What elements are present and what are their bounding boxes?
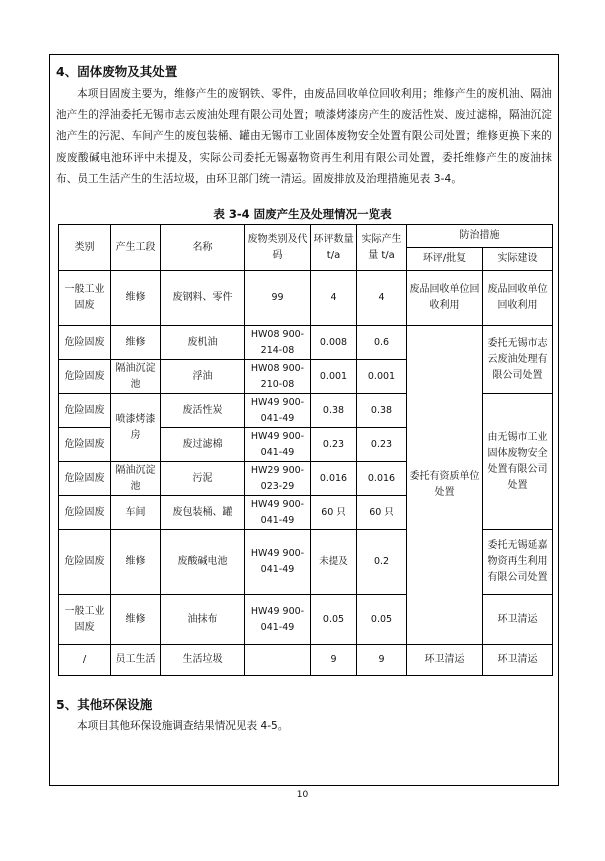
cell-actual-measure-zhiyun: 委托无锡市志云废油处理有限公司处置 [483, 326, 553, 394]
cell-actual-measure-industrial: 由无锡市工业固体废物安全处置有限公司处置 [483, 394, 553, 530]
header-actual-qty: 实际产生量 t/a [357, 225, 407, 271]
cell-eia-measure-hazardous: 委托有资质单位处置 [407, 326, 483, 645]
cell-code: HW08 900-210-08 [245, 360, 311, 394]
cell-category: 危险固废 [59, 326, 111, 360]
cell-name: 废活性炭 [161, 394, 245, 428]
cell-eia-qty: 0.016 [311, 462, 357, 496]
cell-actual-qty: 0.23 [357, 428, 407, 462]
cell-eia-qty: 0.23 [311, 428, 357, 462]
cell-actual-qty: 0.2 [357, 530, 407, 595]
cell-code: HW49 900-041-49 [245, 496, 311, 530]
cell-code: HW08 900-214-08 [245, 326, 311, 360]
cell-eia-qty: 0.38 [311, 394, 357, 428]
cell-stage: 隔油沉淀池 [111, 462, 161, 496]
table-row [59, 271, 553, 326]
cell-name: 生活垃圾 [161, 645, 245, 676]
cell-name: 废钢料、零件 [161, 271, 245, 326]
cell-actual-qty: 0.016 [357, 462, 407, 496]
cell-actual-measure: 环卫清运 [483, 645, 553, 676]
header-eia-approval: 环评/批复 [407, 248, 483, 271]
table-header-row-1 [59, 225, 553, 248]
cell-eia-measure: 环卫清运 [407, 645, 483, 676]
cell-actual-measure-jiawu: 委托无锡延嘉物资再生利用有限公司处置 [483, 530, 553, 595]
cell-stage: 喷漆烤漆房 [111, 394, 161, 462]
cell-name: 浮油 [161, 360, 245, 394]
cell-stage: 隔油沉淀池 [111, 360, 161, 394]
header-measures: 防治措施 [407, 225, 553, 248]
cell-actual-qty: 0.001 [357, 360, 407, 394]
header-stage: 产生工段 [111, 225, 161, 271]
cell-name: 废过滤棉 [161, 428, 245, 462]
cell-actual-qty: 4 [357, 271, 407, 326]
cell-eia-qty: 9 [311, 645, 357, 676]
cell-eia-qty: 0.001 [311, 360, 357, 394]
header-eia-qty: 环评数量 t/a [311, 225, 357, 271]
header-code: 废物类别及代码 [245, 225, 311, 271]
table-row [59, 645, 553, 676]
cell-stage: 维修 [111, 595, 161, 645]
section-4-paragraph: 本项目固废主要为，维修产生的废钢铁、零件，由废品回收单位回收利用；维修产生的废机油、隔油池产生的浮油委托无锡市志云废油处理有限公司处置；喷漆烤漆房产生的废活性炭、废过滤棉，隔油沉淀池产生的污泥、车间产生的废包装桶、罐由无锡市工业固体废物安全处置有限公司处置；维修更换下来的废废酸碱电池环评中未提及，实际公司委托无锡嘉物资再生利用有限公司处置，委托维修产生的废油抹布、员工生活产生的生活垃圾，由环卫部门统一清运。固废排放及治理措施见表 3-4。 [56, 88, 552, 185]
cell-code: HW49 900-041-49 [245, 595, 311, 645]
cell-actual-qty: 0.38 [357, 394, 407, 428]
cell-name: 废酸碱电池 [161, 530, 245, 595]
cell-name: 油抹布 [161, 595, 245, 645]
cell-category: / [59, 645, 111, 676]
cell-eia-measure: 废品回收单位回收利用 [407, 271, 483, 326]
cell-eia-qty: 60 只 [311, 496, 357, 530]
cell-code: HW29 900-023-29 [245, 462, 311, 496]
table-caption: 表 3-4 固废产生及处理情况一览表 [213, 207, 392, 221]
header-category: 类别 [59, 225, 111, 271]
cell-category: 一般工业固废 [59, 595, 111, 645]
header-name: 名称 [161, 225, 245, 271]
header-actual-build: 实际建设 [483, 248, 553, 271]
cell-actual-qty: 0.6 [357, 326, 407, 360]
cell-eia-qty: 0.008 [311, 326, 357, 360]
page-number: 10 [296, 790, 309, 800]
section-5-paragraph: 本项目其他环保设施调查结果情况见表 4-5。 [77, 720, 289, 732]
section-5-heading: 5、其他环保设施 [56, 697, 153, 712]
cell-code [245, 645, 311, 676]
table-row [59, 326, 553, 360]
cell-category: 危险固废 [59, 428, 111, 462]
cell-actual-measure: 废品回收单位回收利用 [483, 271, 553, 326]
cell-stage: 维修 [111, 530, 161, 595]
cell-code: HW49 900-041-49 [245, 530, 311, 595]
cell-actual-qty: 60 只 [357, 496, 407, 530]
solid-waste-table [58, 224, 553, 676]
cell-category: 危险固废 [59, 462, 111, 496]
cell-name: 废包装桶、罐 [161, 496, 245, 530]
cell-code: HW49 900-041-49 [245, 394, 311, 428]
cell-actual-qty: 0.05 [357, 595, 407, 645]
cell-stage: 车间 [111, 496, 161, 530]
cell-eia-qty: 0.05 [311, 595, 357, 645]
cell-name: 污泥 [161, 462, 245, 496]
cell-actual-qty: 9 [357, 645, 407, 676]
cell-stage: 维修 [111, 326, 161, 360]
cell-stage: 员工生活 [111, 645, 161, 676]
cell-code: HW49 900-041-49 [245, 428, 311, 462]
cell-eia-qty: 未提及 [311, 530, 357, 595]
cell-category: 一般工业固废 [59, 271, 111, 326]
cell-category: 危险固废 [59, 360, 111, 394]
cell-category: 危险固废 [59, 496, 111, 530]
cell-name: 废机油 [161, 326, 245, 360]
cell-stage: 维修 [111, 271, 161, 326]
cell-category: 危险固废 [59, 394, 111, 428]
section-4-heading: 4、固体废物及其处置 [56, 64, 178, 79]
cell-category: 危险固废 [59, 530, 111, 595]
cell-eia-qty: 4 [311, 271, 357, 326]
cell-actual-measure-sanitation: 环卫清运 [483, 595, 553, 645]
cell-code: 99 [245, 271, 311, 326]
